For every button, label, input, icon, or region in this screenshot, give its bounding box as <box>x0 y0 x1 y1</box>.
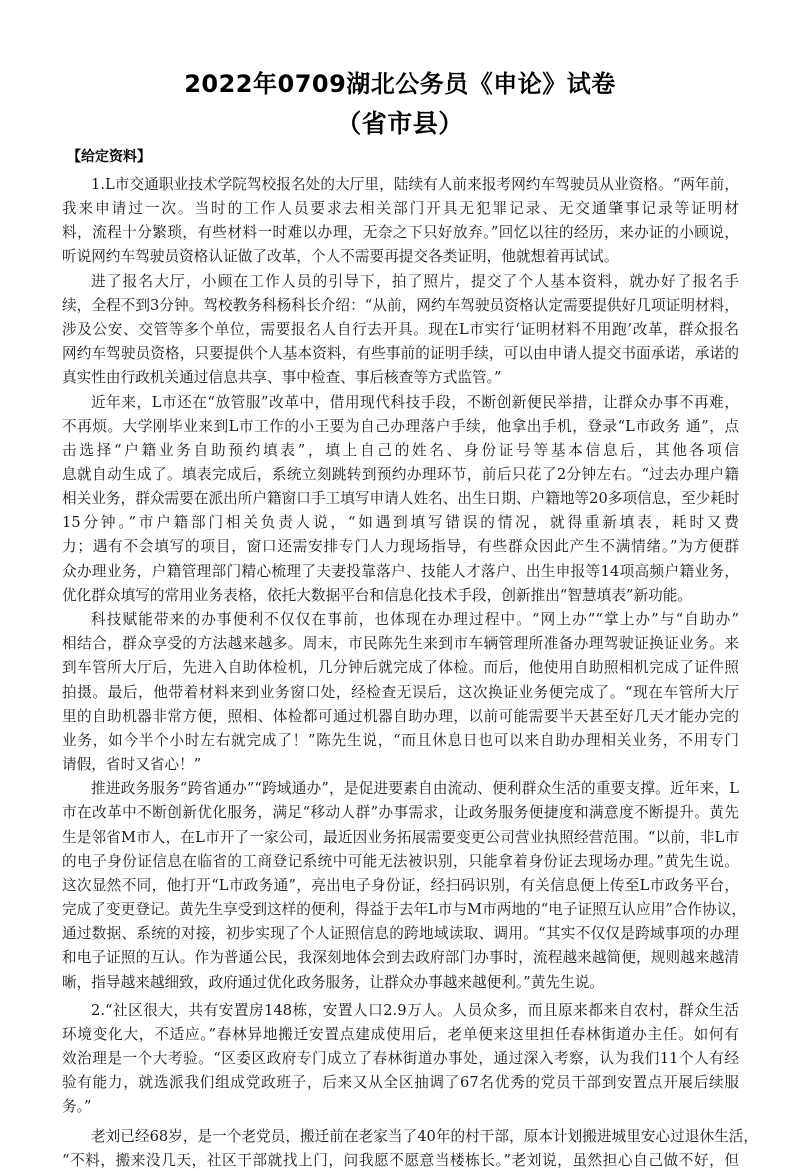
text-line: “不料，搬来没几天，社区干部就找上门，问我愿不愿意当楼栋长。”老刘说，虽然担心自己做不好，但 <box>62 1152 739 1169</box>
text-line: 业务，如今半个小时左右就完成了！”陈先生说，“而且休息日也可以来自助办理相关业务，不用专门 <box>62 732 739 749</box>
text-line: 这次显然不同，他打开“L市政务通”，亮出电子身份证，经扫码识别，有关信息便上传至L市政务平台， <box>62 877 739 894</box>
text-line: 科技赋能带来的办事便利不仅仅在事前，也体现在办理过程中。“网上办”“掌上办”与“自助办” <box>91 611 739 628</box>
text-line: 相关业务，群众需要在派出所户籍窗口手工填写申请人姓名、出生日期、户籍地等20多项信息，至少耗时 <box>62 490 740 507</box>
text-line: 老刘已经68岁，是一个老党员，搬迁前在老家当了40年的村干部，原本计划搬进城里安心过退休生活， <box>91 1128 759 1145</box>
text-line: 的电子身份证信息在临省的工商登记系统中可能无法被识别，只能拿着身份证去现场办理。”黄先生说。 <box>62 853 739 870</box>
text-line: 拍摄。最后，他带着材料来到业务窗口处，经检查无误后，这次换证业务便完成了。“现在车管所大厅 <box>62 684 739 701</box>
section-heading: 【给定资料】 <box>67 149 151 165</box>
text-line: 优化群众填写的常用业务表格，依托大数据平台和信息化技术手段，创新推出“智慧填表”新功能。 <box>62 587 693 604</box>
document-title: 2022年0709湖北公务员《申论》试卷 <box>184 70 616 98</box>
text-line: 料，流程十分繁琐，有些材料一时难以办理，无奈之下只好放弃。”回忆以往的经历，来办证的小顾说， <box>62 224 739 241</box>
text-line: 1.L市交通职业技术学院驾校报名处的大厅里，陆续有人前来报考网约车驾驶员从业资格。“两年前， <box>91 176 739 193</box>
text-line: 涉及公安、交管等多个单位，需要报名人自行去开具。现在L市实行‘证明材料不用跑’改革，群众报名 <box>62 321 739 338</box>
text-line: 生是邻省M市人，在L市开了一家公司，最近因业务拓展需要变更公司营业执照经营范围。“以前，非L市 <box>62 829 739 846</box>
text-line: 推进政务服务“跨省通办”“跨域通办”，是促进要素自由流动、便利群众生活的重要支撑。近年来，L <box>91 780 739 797</box>
text-line: 和电子证照的互认。作为普通公民，我深刻地体会到去政府部门办事时，流程越来越简便，规则越来越清 <box>62 949 739 966</box>
text-line: 击选择“户籍业务自助预约填表”，填上自己的姓名、身份证号等基本信息后，其他各项信 <box>62 442 739 459</box>
text-line: 务。” <box>62 1098 92 1115</box>
text-line: 完成了变更登记。黄先生享受到这样的便利，得益于去年L市与M市两地的“电子证照互认应用”合作协议， <box>62 901 747 918</box>
text-line: 不再烦。大学刚毕业来到L市工作的小王要为自己办理落户手续，他拿出手机，登录“L市政务 通”，点 <box>62 418 739 435</box>
text-line: 我来申请过一次。当时的工作人员要求去相关部门开具无犯罪记录、无交通肇事记录等证明材 <box>62 200 739 217</box>
text-line: 验有能力，就选派我们组成党政班子，后来又从全区抽调了67名优秀的党员干部到安置点开展后续服 <box>62 1074 739 1091</box>
text-line: 通过数据、系统的对接，初步实现了个人证照信息的跨地域读取、调用。“其实不仅仅是跨域事项的办理 <box>62 925 739 942</box>
text-line: 众办理业务，户籍管理部门精心梳理了夫妻投靠落户、技能人才落户、出生申报等14项高频户籍业务， <box>62 563 739 580</box>
text-line: 市在改革中不断创新优化服务，满足“移动人群”办事需求，让政务服务便捷度和满意度不断提升。黄先 <box>62 804 739 821</box>
text-line: 15分钟。”市户籍部门相关负责人说，“如遇到填写错误的情况，就得重新填表，耗时又费 <box>62 514 739 531</box>
text-line: 续，全程不到3分钟。驾校教务科杨科长介绍：“从前，网约车驾驶员资格认定需要提供好几项证明材料， <box>62 297 739 314</box>
text-line: 晰，指导越来越细致，政府通过优化政务服务，让群众办事越来越便利。”黄先生说。 <box>62 974 605 991</box>
text-line: 2.“社区很大，共有安置房148栋，安置人口2.9万人。人员众多，而且原来都来自农村，群众生活 <box>91 1002 739 1019</box>
text-line: 请假，省时又省心！” <box>62 756 202 773</box>
text-line: 真实性由行政机关通过信息共享、事中检查、事后核查等方式监管。” <box>62 369 502 386</box>
text-line: 力；遇有不会填写的项目，窗口还需安排专门人力现场指导，有些群众因此产生不满情绪。”为方便群 <box>62 538 739 555</box>
document-subtitle: （省市县） <box>336 109 464 138</box>
text-line: 进了报名大厅，小顾在工作人员的引导下，拍了照片，提交了个人基本资料，就办好了报名手 <box>91 273 739 290</box>
text-line: 近年来，L市还在“放管服”改革中，借用现代科技手段，不断创新便民举措，让群众办事不再难， <box>91 394 739 411</box>
text-line: 听说网约车驾驶员资格认证做了改革，个人不需要再提交各类证明，他就想着再试试。 <box>62 248 619 265</box>
text-line: 到车管所大厅后，先进入自助体检机，几分钟后就完成了体检。而后，他使用自助照相机完成了证件照 <box>62 659 739 676</box>
text-line: 效治理是一个大考验。“区委区政府专门成立了春林街道办事处，通过深入考察，认为我们11个人有经 <box>62 1050 739 1067</box>
text-line: 网约车驾驶员资格，只要提供个人基本资料，有些事前的证明手续，可以由申请人提交书面承诺，承诺的 <box>62 345 739 362</box>
text-line: 里的自助机器非常方便，照相、体检都可通过机器自助办理，以前可能需要半天甚至好几天才能办完的 <box>62 708 739 725</box>
text-line: 相结合，群众享受的方法越来越多。周末，市民陈先生来到市车辆管理所准备办理驾驶证换证业务。来 <box>62 635 739 652</box>
text-line: 息就自动生成了。填表完成后，系统立刻跳转到预约办理环节，前后只花了2分钟左右。“过去办理户籍 <box>62 466 739 483</box>
text-line: 环境变化大，不适应。”春林异地搬迁安置点建成使用后，老单便来这里担任春林街道办主任。如何有 <box>62 1026 739 1043</box>
